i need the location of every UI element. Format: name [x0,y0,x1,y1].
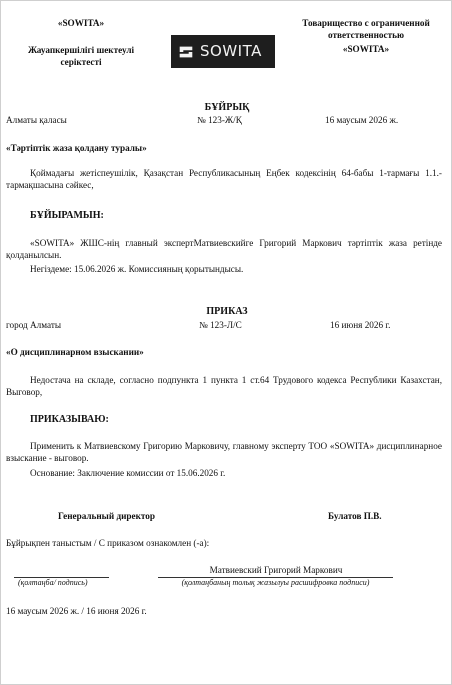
ru-city: город Алматы [6,320,62,330]
kz-order-text: «SOWITA» ЖШС-нің главный экспертМатвиевскийге Григорий Маркович тәртіптік жаза ретінде қолданылсын. [6,238,442,260]
ru-order-text: Применить к Матвиевскому Григорию Марковичу, главному эксперту ТОО «SOWITA» дисциплинарное взыскание - выговор. [6,441,442,463]
logo-text: SOWITA [200,42,262,61]
kz-date: 16 маусым 2026 ж. [325,115,399,125]
kz-number: № 123-Ж/Қ [197,115,242,125]
left-company-name: «SOWITA» [57,18,105,28]
ru-basis-text: Недостача на складе, согласно подпункта 1 пункта 1 ст.64 Трудового кодекса Республики Казахстан, Выговор, [6,375,442,397]
ru-order-word: ПРИКАЗЫВАЮ: [30,414,109,425]
employee-name: Матвиевский Григорий Маркович [209,565,343,575]
company-logo [171,35,275,68]
acknowledgement-label: Бұйрықпен таныстым / С приказом ознакомлен (-а): [6,538,210,548]
director-name: Булатов П.В. [328,511,382,521]
name-caption: (қолтаңбаның толық жазылуы расшифровка подписи) [181,578,370,587]
ru-subject: «О дисциплинарном взыскании» [6,347,144,357]
kz-ground-text: Негіздеме: 15.06.2026 ж. Комиссияның қорытындысы. [30,264,244,274]
kz-city: Алматы қаласы [6,115,67,125]
right-company-name: «SOWITA» [342,44,390,54]
ru-date: 16 июня 2026 г. [330,320,391,330]
final-date: 16 маусым 2026 ж. / 16 июня 2026 г. [6,606,147,616]
logo-mark-icon [177,43,195,61]
kz-order-word: БҰЙЫРАМЫН: [30,210,104,221]
ru-number: № 123-Л/С [199,320,242,330]
right-company-type: Товарищество с ограниченной ответственностью [302,18,430,40]
ru-ground-text: Основание: Заключение комиссии от 15.06.2026 г. [30,468,226,478]
director-position: Генеральный директор [58,511,155,521]
kz-title: БҰЙРЫҚ [204,102,250,113]
kz-basis-text: Қоймадағы жетіспеушілік, Қазақстан Республикасының Еңбек кодексінің 64-бабы 1-тармағы 1.1.- тармақшасына сәйкес, [6,168,442,190]
kz-subject: «Тәртіптік жаза қолдану туралы» [6,143,147,153]
signature-caption: (қолтаңба/ подпись) [18,578,88,587]
ru-title: ПРИКАЗ [206,306,248,317]
left-company-type: Жауапкершілігі шектеулі серіктесті [27,45,135,67]
